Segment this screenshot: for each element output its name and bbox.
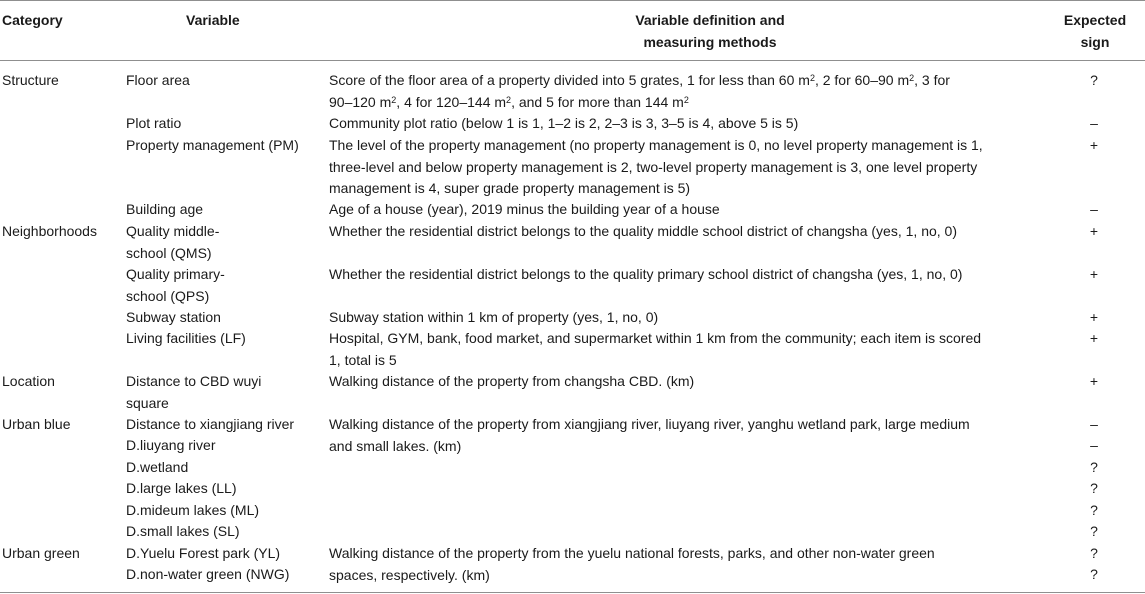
definition-cell: Walking distance of the property from changsha CBD. (km) — [329, 373, 695, 389]
header-sign — [1050, 10, 1140, 53]
sign-cell: + — [1089, 309, 1099, 325]
variable-cell: D.Yuelu Forest park (YL) — [126, 545, 281, 561]
sign-cell: – — [1090, 437, 1098, 453]
category-cell: Neighborhoods — [2, 223, 97, 239]
variable-cell: Quality primary- — [126, 266, 225, 282]
variable-cell: D.small lakes (SL) — [126, 523, 240, 539]
table-top-rule — [0, 0, 1145, 1]
variable-cell: school (QMS) — [126, 244, 212, 261]
sign-cell: + — [1089, 373, 1099, 389]
definition-cell: 1, total is 5 — [329, 351, 397, 368]
category-cell: Urban blue — [2, 416, 71, 432]
variable-cell: Distance to CBD wuyi — [126, 373, 262, 389]
variable-cell: square — [126, 394, 169, 411]
variable-cell: Property management (PM) — [126, 137, 299, 153]
definition-cell: 90–120 $m^2$, 4 for 120–144 $m^2$, and 5 for more than 144 $m^2$ — [329, 93, 689, 110]
superscript: 2 — [809, 73, 815, 84]
variable-cell: D.non-water green (NWG) — [126, 566, 290, 582]
definition-cell: Community plot ratio (below 1 is 1, 1–2 is 2, 2–3 is 3, 3–5 is 4, above 5 is 5) — [329, 115, 799, 131]
definition-cell: Age of a house (year), 2019 minus the building year of a house — [329, 201, 720, 217]
variable-cell: school (QPS) — [126, 287, 210, 304]
sign-cell: – — [1090, 201, 1098, 217]
definition-cell: and small lakes. (km) — [329, 437, 462, 454]
sign-cell: + — [1089, 266, 1099, 282]
definition-cell: spaces, respectively. (km) — [329, 566, 490, 583]
variable-cell: D.liuyang river — [126, 437, 216, 453]
definition-cell: Subway station within 1 km of property (yes, 1, no, 0) — [329, 309, 659, 325]
variable-cell: Floor area — [126, 72, 190, 88]
superscript: 2 — [909, 73, 915, 84]
header-variable: Variable — [186, 12, 240, 28]
variable-cell: Plot ratio — [126, 115, 182, 131]
header-sign-line1: Expected — [1063, 12, 1127, 28]
header-definition — [560, 10, 860, 53]
sign-cell: + — [1089, 137, 1099, 153]
table-bottom-rule — [0, 592, 1145, 593]
sign-cell: – — [1090, 115, 1098, 131]
superscript: 2 — [391, 94, 397, 105]
variable-cell: Distance to xiangjiang river — [126, 416, 295, 432]
sign-cell: ? — [1090, 72, 1098, 88]
sign-cell: ? — [1090, 523, 1098, 539]
header-definition-line2: measuring methods — [643, 33, 777, 50]
variable-cell: D.mideum lakes (ML) — [126, 502, 260, 518]
variable-cell: D.large lakes (LL) — [126, 480, 237, 496]
header-sign-line2: sign — [1080, 33, 1110, 50]
definition-cell: three-level and below property management is 2, two-level property management is 3, one level property — [329, 158, 978, 175]
variable-cell: Quality middle- — [126, 223, 220, 239]
sign-cell: – — [1090, 416, 1098, 432]
table-header-rule — [0, 60, 1145, 61]
superscript: 2 — [506, 94, 512, 105]
variable-cell: D.wetland — [126, 459, 189, 475]
definition-cell: management is 4, super grade property management is 5) — [329, 180, 691, 196]
definition-cell: Walking distance of the property from the yuelu national forests, parks, and other non-water green — [329, 545, 935, 561]
sign-cell: ? — [1090, 502, 1098, 518]
header-definition-line1: Variable definition and — [635, 12, 785, 28]
definition-cell: The level of the property management (no property management is 0, no level property management is 1, — [329, 137, 983, 153]
definition-cell: Score of the floor area of a property divided into 5 grates, 1 for less than 60 $m^2$, 2 for 60–90 $m^2$, 3 for — [329, 72, 950, 88]
variable-cell: Subway station — [126, 309, 221, 325]
definition-cell: Walking distance of the property from xiangjiang river, liuyang river, yanghu wetland park, large medium — [329, 416, 970, 432]
definition-cell: Whether the residential district belongs to the quality middle school district of changsha (yes, 1, no, 0) — [329, 223, 957, 239]
sign-cell: + — [1089, 223, 1099, 239]
variable-cell: Building age — [126, 201, 204, 217]
definition-cell: Whether the residential district belongs to the quality primary school district of changsha (yes, 1, no, 0) — [329, 266, 963, 282]
sign-cell: ? — [1090, 459, 1098, 475]
superscript: 2 — [683, 94, 689, 105]
variable-cell: Living facilities (LF) — [126, 330, 246, 346]
category-cell: Urban green — [2, 545, 80, 561]
sign-cell: ? — [1090, 566, 1098, 582]
definition-cell: Hospital, GYM, bank, food market, and supermarket within 1 km from the community; each item is scored — [329, 330, 982, 346]
sign-cell: ? — [1090, 545, 1098, 561]
sign-cell: + — [1089, 330, 1099, 346]
category-cell: Location — [2, 373, 55, 389]
header-category: Category — [2, 12, 63, 28]
category-cell: Structure — [2, 72, 59, 88]
sign-cell: ? — [1090, 480, 1098, 496]
